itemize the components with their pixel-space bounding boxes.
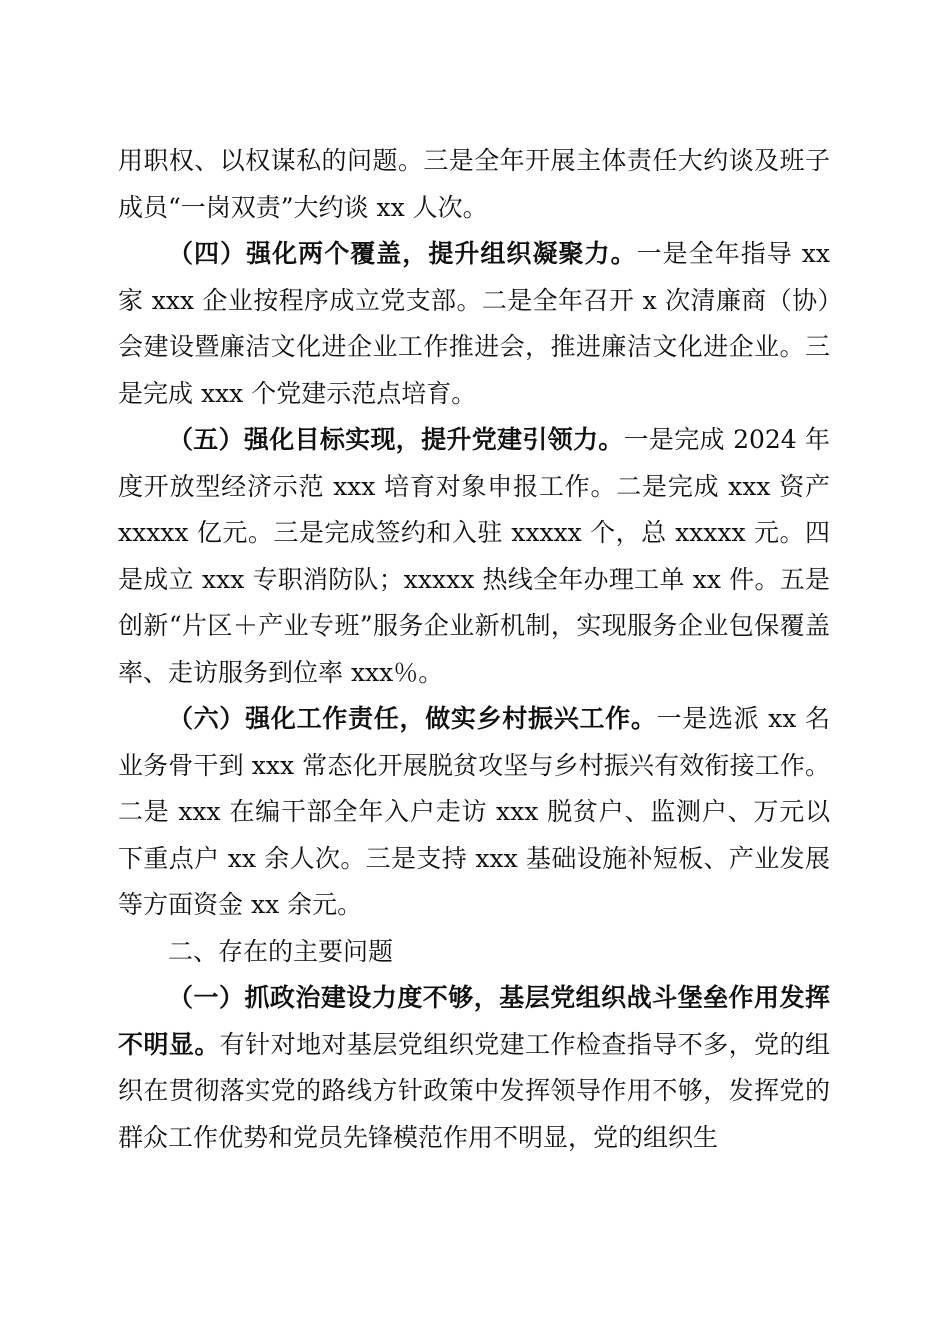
paragraph-four-heading: （四）强化两个覆盖，提升组织凝聚力。 (168, 239, 637, 268)
section-two-title: 二、存在的主要问题 (168, 936, 394, 966)
section-two-paragraph-one-body: 有针对地对基层党组织党建工作检查指导不多，党的组织在贯彻落实党的路线方针政策中发挥领导作用不够，发挥党的群众工作优势和党员先锋模范作用不明显，党的组织生 (118, 1029, 830, 1152)
paragraph-five-body: 一是完成 2024 年度开放型经济示范 xxx 培育对象申报工作。二是完成 xxx 资产 xxxxx 亿元。三是完成签约和入驻 xxxxx 个，总 xxxxx 元。四是成立 xxx 专职消防队；xxxxx 热线全年办理工单 xx 件。五是创新“片区＋产业专班”服务企业新机制，实现服务企业包保覆盖率、走访服务到位率 xxx％。 (118, 425, 830, 687)
document-body (118, 138, 830, 1161)
paragraph-six (118, 696, 830, 929)
paragraph-four (118, 231, 830, 417)
paragraph-five-heading: （五）强化目标实现，提升党建引领力。 (168, 425, 624, 454)
continuation-paragraph (118, 138, 830, 231)
section-two-paragraph-one (118, 975, 830, 1161)
paragraph-five (118, 417, 830, 696)
paragraph-six-body: 一是选派 xx 名业务骨干到 xxx 常态化开展脱贫攻坚与乡村振兴有效衔接工作。二是 xxx 在编干部全年入户走访 xxx 脱贫户、监测户、万元以下重点户 xx 余人次。三是支持 xxx 基础设施补短板、产业发展等方面资金 xx 余元。 (118, 704, 830, 919)
section-two-paragraph-one-heading: （一）抓政治建设力度不够，基层党组织战斗堡垒作用发挥不明显。 (118, 983, 830, 1059)
paragraph-six-heading: （六）强化工作责任，做实乡村振兴工作。 (168, 704, 657, 733)
continuation-text: 用职权、以权谋私的问题。三是全年开展主体责任大约谈及班子成员“一岗双责”大约谈 xx 人次。 (118, 146, 830, 222)
paragraph-four-body: 一是全年指导 xx 家 xxx 企业按程序成立党支部。二是全年召开 x 次清廉商（协）会建设暨廉洁文化进企业工作推进会，推进廉洁文化进企业。三是完成 xxx 个党建示范点培育。 (118, 239, 830, 408)
